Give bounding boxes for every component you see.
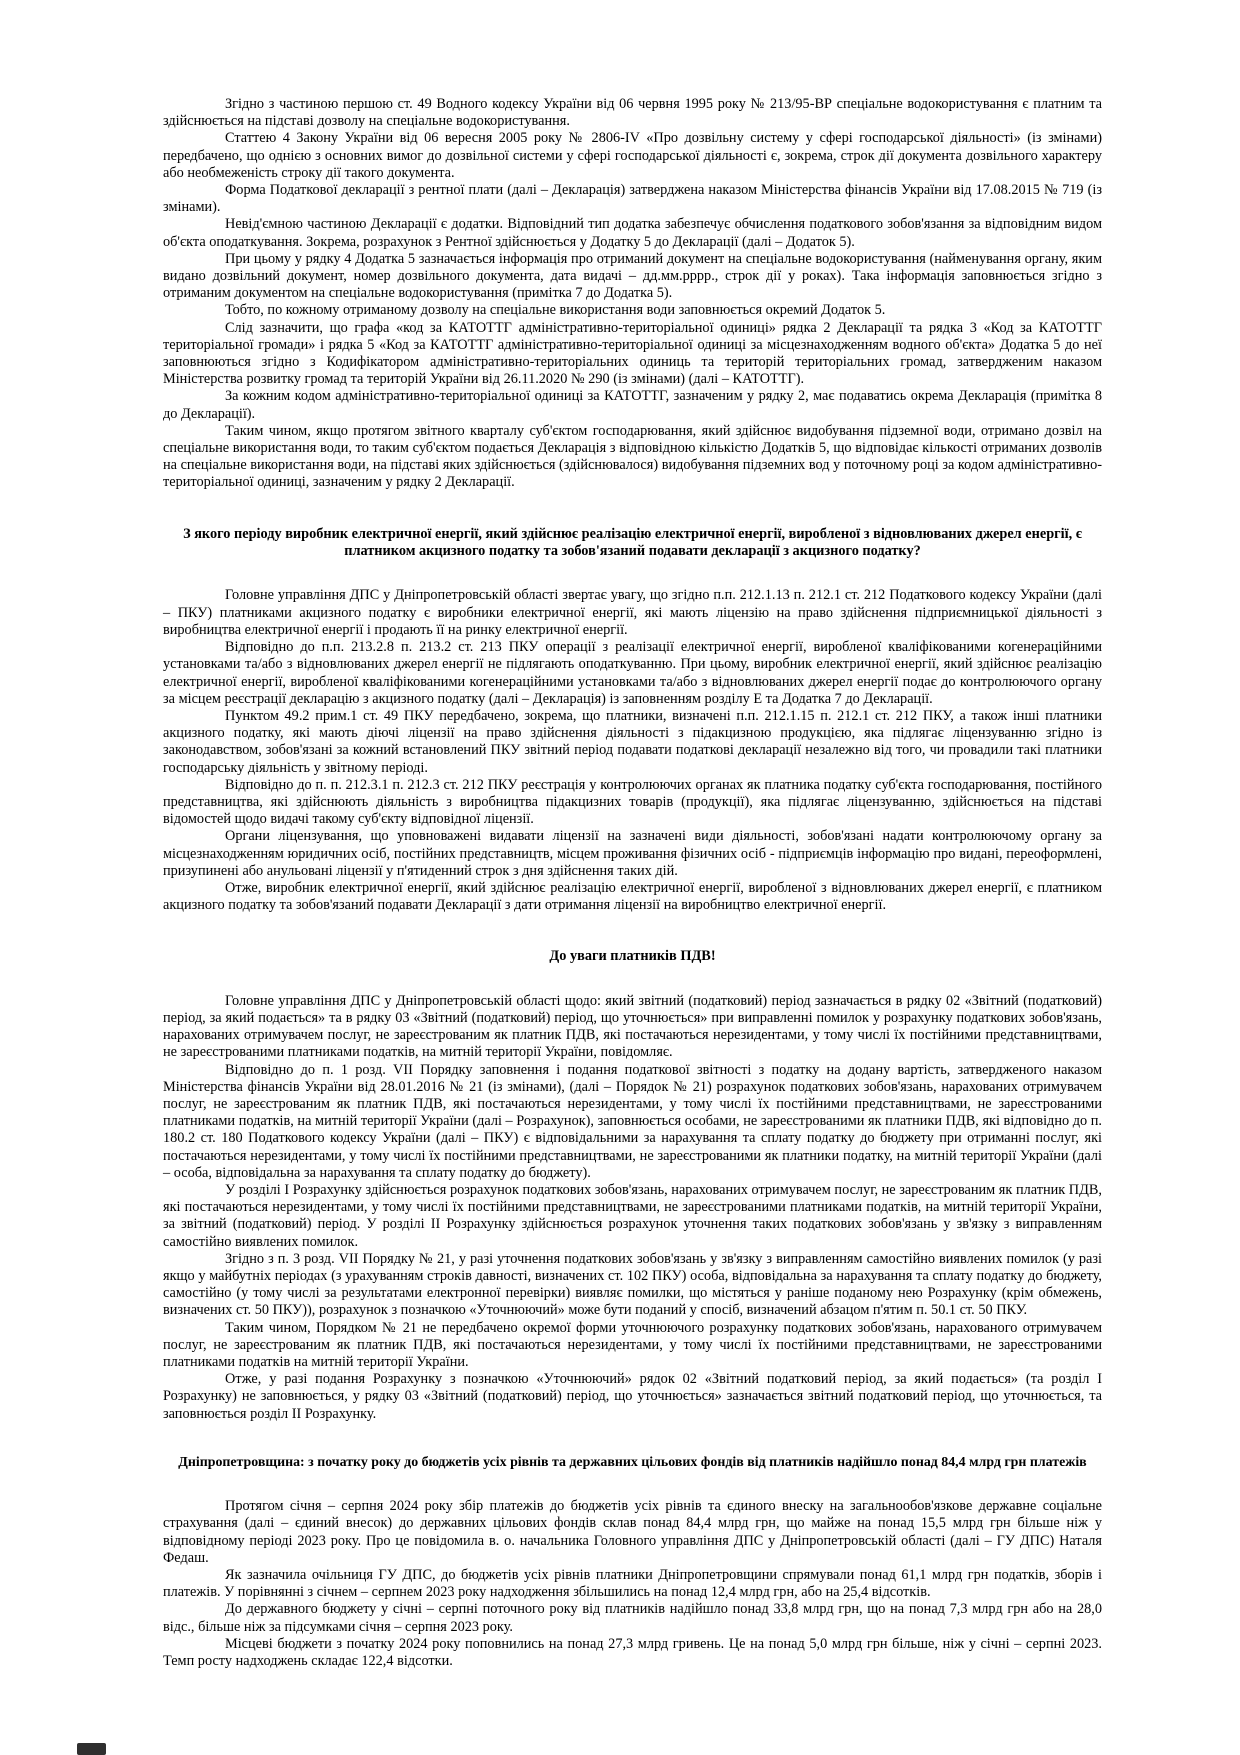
paragraph: Головне управління ДПС у Дніпропетровській області щодо: який звітний (податковий) період зазначається в рядку 02 «Звітний (податковий) період, за який подається» та в рядку 03 «Звітний (податковий) період, що уточнюється» при виправленні помилок у розрахунку податкових зобов'язань, нарахованих отримувачем послуг, не зареєстрованим як платник ПДВ, які постачаються нерезидентами, у тому числі їх постійними представництвами, не зареєстрованими платниками податків, на митній території України, повідомляє.: [163, 992, 1102, 1061]
bottom-left-artifact: [77, 1743, 106, 1755]
paragraph: При цьому у рядку 4 Додатка 5 зазначається інформація про отриманий документ на спеціальне водокористування (найменування органу, яким видано дозвільний документ, номер дозвільного документа, дата видачі – дд.мм.рррр., строк дії у роках). Така інформація заповнюється згідно з отриманим документом на спеціальне водокористування (примітка 7 до Додатка 5).: [163, 250, 1102, 302]
paragraph: Відповідно до п. 1 розд. VII Порядку заповнення і подання податкової звітності з податку на додану вартість, затвердженого наказом Міністерства фінансів України від 28.01.2016 № 21 (із змінами), (далі – Порядок № 21) розрахунок податкових зобов'язань, нарахованих отримувачем послуг, не зареєстрованим як платник ПДВ, які постачаються нерезидентами, у тому числі їх постійними представництвами, не зареєстрованими платниками податків, на митній території України (далі – Розрахунок), заповнюється особами, не зареєстрованими як платники ПДВ, які відповідно до п. 180.2 ст. 180 Податкового кодексу України (далі – ПКУ) є відповідальними за нарахування та сплату податку до бюджету при отриманні послуг, які постачаються нерезидентами, у тому числі їх постійними представництвами, не зареєстрованими як платники податку, на митній території України (далі – особа, відповідальна за нарахування та сплату податку до бюджету).: [163, 1061, 1102, 1181]
paragraph: Невід'ємною частиною Декларації є додатки. Відповідний тип додатка забезпечує обчислення податкового зобов'язання за відповідним видом об'єкта оподаткування. Зокрема, розрахунок з Рентної здійснюється у Додатку 5 до Декларації (далі – Додаток 5).: [163, 216, 1102, 250]
paragraph: Статтею 4 Закону України від 06 вересня 2005 року № 2806-IV «Про дозвільну систему у сфері господарської діяльності» (із змінами) передбачено, що однією з основних вимог до дозвільної системи у сфері господарської діяльності є, зокрема, строк дії документа дозвільного характеру або необмеженість строку дії такого документа.: [163, 130, 1102, 181]
paragraph: Згідно з п. 3 розд. VII Порядку № 21, у разі уточнення податкових зобов'язань у зв'язку з виправленням самостійно виявлених помилок (у разі якщо у майбутніх періодах (з урахуванням строків давності, визначених ст. 102 ПКУ) особа, відповідальна за нарахування та сплату податку до бюджету, самостійно (у тому числі за результатами електронної перевірки) виявляє помилки, що містяться у раніше поданому нею Розрахунку (крім обмежень, визначених ст. 50 ПКУ)), розрахунок з позначкою «Уточнюючий» може бути поданий у спосіб, визначений абзацом п'ятим п. 50.1 ст. 50 ПКУ.: [163, 1250, 1102, 1319]
paragraph: Відповідно до п. п. 212.3.1 п. 212.3 ст. 212 ПКУ реєстрація у контролюючих органах як платника податку суб'єкта господарювання, постійного представництва, які здійснюють діяльність з виробництва підакцизних товарів (продукції), яка підлягає ліцензуванню, здійснюється на підставі відомостей щодо видачі такому суб'єкту відповідної ліцензії.: [163, 776, 1102, 828]
paragraph: Таким чином, Порядком № 21 не передбачено окремої форми уточнюючого розрахунку податкових зобов'язань, нарахованого отримувачем послуг, не зареєстрованим як платник ПДВ, які постачаються нерезидентами, у тому числі їх постійними представництвами, не зареєстрованими платниками податків на митній території України.: [163, 1319, 1102, 1371]
section-heading-vat-notice: До уваги платників ПДВ!: [549, 948, 716, 965]
section-heading-budget-revenues: Дніпропетровщина: з початку року до бюджетів усіх рівнів та державних цільових фондів від платників надійшло понад 84,4 млрд грн платежів: [178, 1454, 1087, 1470]
paragraph: У розділі I Розрахунку здійснюється розрахунок податкових зобов'язань, нарахованих отримувачем послуг, не зареєстрованим як платник ПДВ, які постачаються нерезидентами, у тому числі їх постійними представництвами, не зареєстрованими платниками податків, на митній території України, за звітний (податковий) період. У розділі II Розрахунку здійснюється розрахунок уточнення таких податкових зобов'язань у зв'язку з виправленням самостійно виявлених помилок.: [163, 1181, 1102, 1250]
paragraph: Головне управління ДПС у Дніпропетровській області звертає увагу, що згідно п.п. 212.1.13 п. 212.1 ст. 212 Податкового кодексу України (далі – ПКУ) платниками акцизного податку є виробники електричної енергії, які мають ліцензію на право здійснення підприємницької діяльності з виробництва електричної енергії і продають її на ринку електричної енергії.: [163, 587, 1102, 638]
paragraph: Отже, у разі подання Розрахунку з позначкою «Уточнюючий» рядок 02 «Звітний податковий період, за який подається» (та розділ I Розрахунку) не заповнюється, у рядку 03 «Звітний (податковий) період, що уточнюється» зазначається звітний податковий період, що уточнюється, та заповнюється розділ II Розрахунку.: [163, 1371, 1102, 1422]
paragraph: Згідно з частиною першою ст. 49 Водного кодексу України від 06 червня 1995 року № 213/95-ВР спеціальне водокористування є платним та здійснюється на підставі дозволу на спеціальне водокористування.: [163, 96, 1102, 130]
paragraph: Місцеві бюджети з початку 2024 року поповнились на понад 27,3 млрд гривень. Це на понад 5,0 млрд грн більше, ніж у січні – серпні 2023. Темп росту надходжень складає 122,4 відсотки.: [163, 1635, 1102, 1670]
paragraph: Форма Податкової декларації з рентної плати (далі – Декларація) затверджена наказом Міністерства фінансів України від 17.08.2015 № 719 (із змінами).: [163, 182, 1102, 216]
paragraph: Протягом січня – серпня 2024 року збір платежів до бюджетів усіх рівнів та єдиного внеску на загальнообов'язкове державне соціальне страхування (далі – єдиний внесок) до державних цільових фондів склав понад 84,4 млрд грн, що майже на понад 15,5 млрд грн більше ніж у відповідному періоді 2023 року. Про це повідомила в. о. начальника Головного управління ДПС у Дніпропетровській області (далі – ГУ ДПС) Наталя Федаш.: [163, 1498, 1102, 1566]
paragraph: Пунктом 49.2 прим.1 ст. 49 ПКУ передбачено, зокрема, що платники, визначені п.п. 212.1.15 п. 212.1 ст. 212 ПКУ, а також інші платники акцизного податку, які мають діючі ліцензії на право здійснення діяльності з підакцизною продукцією, яка підлягає ліцензуванню згідно із законодавством, зобов'язані за кожний встановлений ПКУ звітний період подавати податкові декларації незалежно від того, чи провадили такі платники господарську діяльність у звітному періоді.: [163, 707, 1102, 776]
paragraph: Таким чином, якщо протягом звітного кварталу суб'єктом господарювання, який здійснює видобування підземної води, отримано дозвіл на спеціальне використання води, то таким суб'єктом подається Декларація з відповідною кількістю Додатків 5, що відповідає кількості отриманих дозволів на спеціальне використання води, на підставі яких здійснюється (здійснювалося) видобування підземних вод у поточному році за кодом адміністративно-територіальної одиниці, зазначеним у рядку 2 Декларації.: [163, 422, 1102, 491]
paragraph: За кожним кодом адміністративно-територіальної одиниці за КАТОТТГ, зазначеним у рядку 2, має подаватись окрема Декларація (примітка 8 до Декларації).: [163, 388, 1102, 422]
paragraph: Відповідно до п.п. 213.2.8 п. 213.2 ст. 213 ПКУ операції з реалізації електричної енергії, виробленої кваліфікованими когенераційними установками та/або з відновлюваних джерел енергії не підлягають оподаткуванню. При цьому, виробник електричної енергії, який здійснює реалізацію електричної енергії, виробленої кваліфікованими когенераційними установками та/або з відновлюваних джерел енергії подає до контролюючого органу за місцем реєстрації декларацію з акцизного податку (далі – Декларація) із заповненням розділу Е та Додатка 7 до Декларації.: [163, 639, 1102, 707]
paragraph: Органи ліцензування, що уповноважені видавати ліцензії на зазначені види діяльності, зобов'язані надати контролюючому органу за місцезнаходженням юридичних осіб, постійних представництв, місцем проживання фізичних осіб - підприємців інформацію про видані, переоформлені, призупинені або анульовані ліцензії у п'ятиденний строк з дня здійснення таких дій.: [163, 828, 1102, 879]
paragraph: Тобто, по кожному отриманому дозволу на спеціальне використання води заповнюється окремий Додаток 5.: [225, 302, 886, 319]
section-heading-excise-question: З якого періоду виробник електричної енергії, який здійснює реалізацію електричної енергії, виробленої з відновлюваних джерел енергії, є платником акцизного податку та зобов'язаний подавати декларації з акцизного податку?: [183, 525, 1082, 560]
paragraph: Як зазначила очільниця ГУ ДПС, до бюджетів усіх рівнів платники Дніпропетровщини спрямували понад 61,1 млрд грн податків, зборів і платежів. У порівнянні з січнем – серпнем 2023 року надходження збільшились на понад 12,4 млрд грн, або на 25,4 відсотків.: [163, 1567, 1102, 1601]
paragraph: Отже, виробник електричної енергії, який здійснює реалізацію електричної енергії, виробленої з відновлюваних джерел енергії, є платником акцизного податку та зобов'язаний подавати Декларації з дати отримання ліцензії на виробництво електричної енергії.: [163, 879, 1102, 914]
paragraph: До державного бюджету у січні – серпні поточного року від платників надійшло понад 33,8 млрд грн, що на понад 7,3 млрд грн або на 28,0 відс., більше ніж за підсумками січня – серпня 2023 року.: [163, 1601, 1102, 1635]
paragraph: Слід зазначити, що графа «код за КАТОТТГ адміністративно-територіальної одиниці» рядка 2 Декларації та рядка 3 «Код за КАТОТТГ територіальної громади» і рядка 5 «Код за КАТОТТГ адміністративно-територіальної одиниці за місцезнаходженням водного об'єкта» Додатка 5 до неї заповнюються згідно з Кодифікатором адміністративно-територіальних одиниць та територій територіальних громад, затвердженим наказом Міністерства розвитку громад та територій України від 26.11.2020 № 290 (із змінами) (далі – КАТОТТГ).: [163, 319, 1102, 388]
